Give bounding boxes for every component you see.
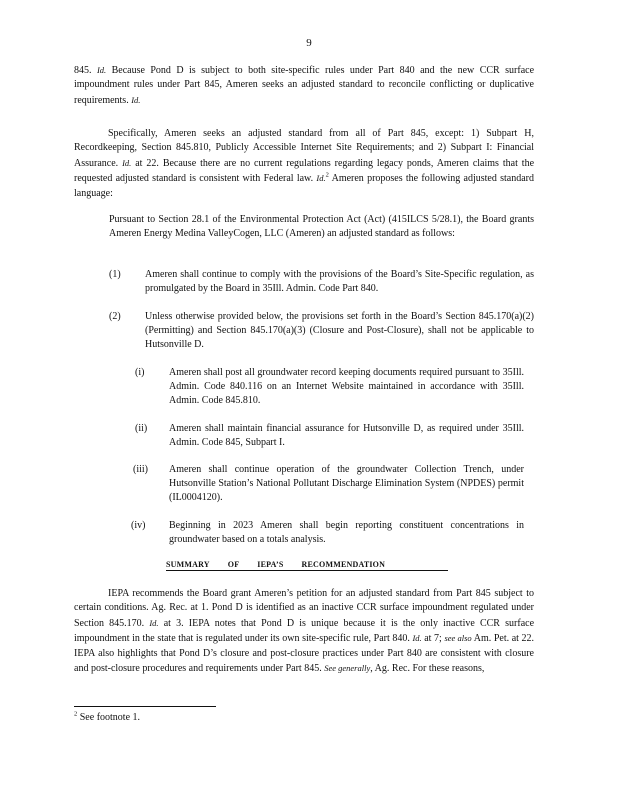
list-item: Ameren shall continue to comply with the provisions of the Board’s Site-Specific regulation, as promulgated by the Board in 35Ill. Admin. Code Part 840.	[145, 269, 534, 295]
subitem-marker: (iv)	[131, 520, 146, 531]
paragraph-iepa-recommends: IEPA recommends the Board grant Ameren’s petition for an adjusted standard from Part 845 subject to certain conditions. Ag. Rec. at 1. Pond D is identified as an inactive CCR surface impoundment regulated under Section 845.170. Id. at 3. IEPA notes that Pond D is unique because it is the only inactive CCR surface impoundment in the state that is regulated under its own site-specific rule, Part 840. Id. at 7; see also Am. Pet. at 22. IEPA also highlights that Pond D’s closure and post-closure practices under Part 840 are consistent with closure and post-closure procedures and requirements under Part 845. See generally, Ag. Rec. For these reasons,	[74, 588, 535, 675]
list-item: Unless otherwise provided below, the provisions set forth in the Board’s Section 845.170(a)(2) (Permitting) and Section 845.170(a)(3) (Closure and Post-Closure), shall not be applicable to Hutsonville D.	[145, 311, 534, 351]
footnote-divider	[74, 706, 216, 707]
item-marker: (1)	[109, 269, 121, 280]
subitem: Ameren shall post all groundwater record keeping documents required pursuant to 35Ill. Admin. Code 840.116 on an Internet Website maintained in accordance with 35Ill. Admin. Code 845.810.	[169, 367, 524, 407]
adjusted-standard-intro: Pursuant to Section 28.1 of the Environmental Protection Act (Act) (415ILCS 5/28.1), the Board grants Ameren Energy Medina ValleyCogen, LLC (Ameren) an adjusted standard as follows:	[109, 214, 534, 240]
subitem: Ameren shall continue operation of the groundwater Collection Trench, under Hutsonville Station’s National Pollutant Discharge Elimination System (NPDES) permit (IL0004120).	[169, 464, 524, 504]
subitem-marker: (iii)	[133, 464, 148, 475]
item-marker: (2)	[109, 311, 121, 322]
subitem: Ameren shall maintain financial assurance for Hutsonville D, as required under 35Ill. Admin. Code 845, Subpart I.	[169, 423, 524, 449]
paragraph-specifically: Specifically, Ameren seeks an adjusted standard from all of Part 845, except: 1) Subpart H, Recordkeeping, Section 845.810, Publicly Accessible Internet Site Requirements; and 2) Subpart I: Financial Assurance. Id. at 22. Because there are no current regulations regarding legacy ponds, Ameren claims that the requested adjusted standard is consistent with Federal law. Id.$^2$ Ameren proposes the following adjusted standard language:	[74, 128, 535, 199]
subitem: Beginning in 2023 Ameren shall begin reporting constituent concentrations in groundwater based on a totals analysis.	[169, 520, 524, 546]
subitem-marker: (i)	[135, 367, 145, 378]
paragraph-intro-continued: 845. Id. Because Pond D is subject to both site-specific rules under Part 840 and the new CCR surface impoundment rules under Part 845, Ameren seeks an adjusted standard to reconcile conflicting or duplicative requirements. Id.	[74, 65, 535, 106]
subitem-marker: (ii)	[135, 423, 148, 434]
section-heading: SUMMARY OF IEPA’S RECOMMENDATION	[166, 560, 448, 571]
page-number: 9	[306, 37, 312, 49]
footnote: $^2$ See footnote 1.	[74, 710, 141, 723]
footnote-ref: 2	[325, 171, 329, 179]
